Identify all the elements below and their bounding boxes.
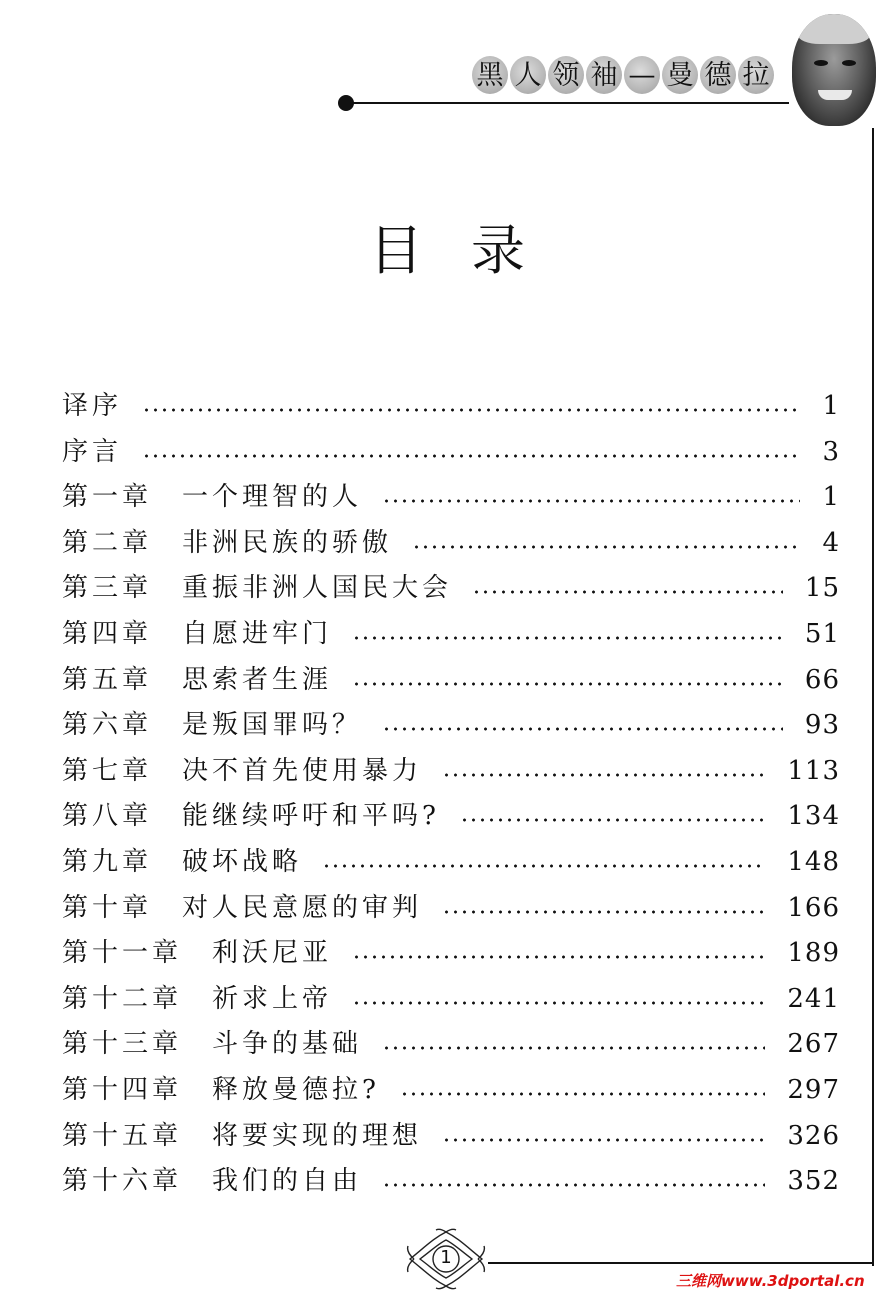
toc-page-number: 93 bbox=[804, 710, 840, 741]
toc-chapter-label: 第十三章 bbox=[62, 1029, 183, 1060]
toc-chapter-title: 斗争的基础 bbox=[212, 1029, 363, 1060]
toc-chapter-label: 第六章 bbox=[62, 710, 153, 741]
toc-page-number: 267 bbox=[787, 1029, 840, 1060]
toc-chapter-title: 自愿进牢门 bbox=[182, 619, 333, 649]
toc-chapter-label: 第十六章 bbox=[62, 1166, 183, 1197]
toc-page-number: 326 bbox=[787, 1120, 840, 1151]
toc-dot-leader bbox=[352, 955, 765, 959]
running-header bbox=[472, 56, 774, 96]
toc-chapter-label: 第十四章 bbox=[62, 1075, 183, 1105]
toc-page-number: 352 bbox=[787, 1166, 840, 1197]
footer-rule bbox=[488, 1262, 874, 1264]
toc-chapter-label: 译序 bbox=[62, 391, 123, 421]
toc-chapter-label: 第三章 bbox=[62, 573, 153, 604]
toc-page-number: 1 bbox=[822, 391, 840, 421]
toc-dot-leader bbox=[442, 910, 765, 914]
toc-entry[interactable] bbox=[62, 477, 840, 517]
toc-chapter-label: 第四章 bbox=[62, 619, 153, 649]
toc-entry[interactable] bbox=[62, 568, 840, 608]
header-char: — bbox=[624, 56, 660, 94]
toc-page-number: 4 bbox=[822, 527, 840, 558]
toc-chapter-title: 释放曼德拉? bbox=[212, 1075, 380, 1105]
toc-chapter-label: 第七章 bbox=[62, 755, 153, 786]
toc-dot-leader bbox=[382, 1183, 765, 1187]
toc-entry[interactable] bbox=[62, 1116, 840, 1156]
toc-page-number: 113 bbox=[787, 755, 840, 786]
toc-dot-leader bbox=[442, 1138, 765, 1142]
toc-dot-leader bbox=[400, 1092, 765, 1096]
toc-chapter-title: 是叛国罪吗？ bbox=[182, 710, 363, 741]
toc-entry[interactable] bbox=[62, 523, 840, 563]
toc-chapter-title: 祈求上帝 bbox=[212, 983, 333, 1014]
toc-page-number: 134 bbox=[787, 801, 840, 832]
toc-entry[interactable] bbox=[62, 979, 840, 1019]
toc-entry[interactable] bbox=[62, 751, 840, 791]
toc-chapter-title: 破坏战略 bbox=[182, 847, 303, 877]
toc-dot-leader bbox=[352, 682, 783, 686]
toc-dot-leader bbox=[322, 864, 765, 868]
toc-chapter-label: 序言 bbox=[62, 436, 123, 467]
toc-chapter-title: 重振非洲人国民大会 bbox=[182, 573, 453, 604]
toc-chapter-title: 利沃尼亚 bbox=[212, 938, 333, 969]
toc-chapter-title: 能继续呼吁和平吗? bbox=[182, 801, 440, 832]
toc-page-number: 148 bbox=[787, 847, 840, 877]
toc-dot-leader bbox=[142, 454, 800, 458]
toc-chapter-label: 第十二章 bbox=[62, 983, 183, 1014]
toc-dot-leader bbox=[472, 590, 783, 594]
toc-entry[interactable] bbox=[62, 933, 840, 973]
toc-page-number: 189 bbox=[787, 938, 840, 969]
header-char: 人 bbox=[510, 56, 546, 94]
page-title: 目录 bbox=[369, 219, 573, 282]
toc-chapter-label: 第五章 bbox=[62, 664, 153, 695]
toc-entry[interactable] bbox=[62, 432, 840, 472]
toc-entry[interactable] bbox=[62, 1161, 840, 1201]
toc-chapter-title: 将要实现的理想 bbox=[212, 1120, 423, 1151]
toc-chapter-title: 对人民意愿的审判 bbox=[182, 892, 423, 923]
toc-chapter-title: 决不首先使用暴力 bbox=[182, 755, 423, 786]
toc-dot-leader bbox=[382, 499, 800, 503]
header-char: 德 bbox=[700, 56, 736, 94]
toc-entry[interactable] bbox=[62, 1070, 840, 1110]
toc-chapter-label: 第八章 bbox=[62, 801, 153, 832]
toc-page-number: 297 bbox=[787, 1075, 840, 1105]
header-char: 黑 bbox=[472, 56, 508, 94]
toc-chapter-title: 非洲民族的骄傲 bbox=[182, 527, 393, 558]
toc-entry[interactable] bbox=[62, 1024, 840, 1064]
toc-entry[interactable] bbox=[62, 796, 840, 836]
toc-chapter-label: 第二章 bbox=[62, 527, 153, 558]
toc-chapter-label: 第九章 bbox=[62, 847, 153, 877]
header-char: 袖 bbox=[586, 56, 622, 94]
toc-page-number: 15 bbox=[804, 573, 840, 604]
toc-dot-leader bbox=[352, 1001, 765, 1005]
toc-dot-leader bbox=[382, 727, 783, 731]
header-rule bbox=[347, 102, 789, 104]
toc-entry[interactable] bbox=[62, 705, 840, 745]
toc-dot-leader bbox=[460, 818, 765, 822]
toc-chapter-label: 第十一章 bbox=[62, 938, 183, 969]
header-char: 拉 bbox=[738, 56, 774, 94]
page-number: 1 bbox=[440, 1247, 452, 1268]
header-bullet bbox=[338, 95, 354, 111]
header-char: 曼 bbox=[662, 56, 698, 94]
toc-dot-leader bbox=[352, 636, 783, 640]
toc-dot-leader bbox=[382, 1046, 765, 1050]
toc-dot-leader bbox=[412, 545, 800, 549]
header-char: 领 bbox=[548, 56, 584, 94]
toc-entry[interactable] bbox=[62, 842, 840, 882]
mandela-portrait bbox=[792, 14, 876, 126]
toc-chapter-label: 第十五章 bbox=[62, 1120, 183, 1151]
toc-chapter-title: 我们的自由 bbox=[212, 1166, 363, 1197]
toc-entry[interactable] bbox=[62, 614, 840, 654]
side-rule bbox=[872, 128, 874, 1266]
toc-page-number: 241 bbox=[787, 983, 840, 1014]
toc-page-number: 66 bbox=[804, 664, 840, 695]
toc-page-number: 3 bbox=[822, 436, 840, 467]
toc-entry[interactable] bbox=[62, 888, 840, 928]
toc-page-number: 166 bbox=[787, 892, 840, 923]
toc-entry[interactable] bbox=[62, 660, 840, 700]
toc-dot-leader bbox=[442, 773, 765, 777]
toc-page-number: 51 bbox=[804, 619, 840, 649]
toc-entry[interactable] bbox=[62, 386, 840, 426]
toc-dot-leader bbox=[142, 408, 800, 412]
toc-chapter-title: 一个理智的人 bbox=[182, 482, 363, 513]
toc-page-number: 1 bbox=[822, 482, 840, 513]
toc-chapter-title: 思索者生涯 bbox=[182, 664, 333, 695]
watermark: 三维网www.3dportal.cn bbox=[676, 1272, 865, 1290]
toc-chapter-label: 第十章 bbox=[62, 892, 153, 923]
toc-chapter-label: 第一章 bbox=[62, 482, 153, 513]
